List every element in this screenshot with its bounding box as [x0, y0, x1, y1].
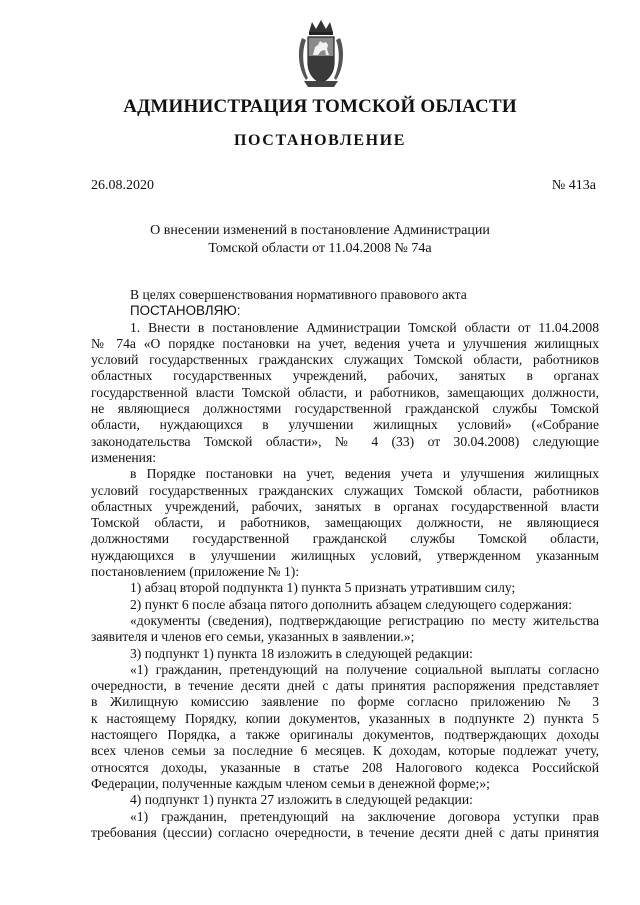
body-line: очередности, в течение десяти дней с даты принятия распоряжения представляет — [91, 678, 599, 694]
body-line: В целях совершенствования нормативного правового акта — [130, 287, 467, 302]
body-line: настоящего Порядка, а также оригиналы документов, подтверждающих доходы — [91, 727, 599, 743]
body-line: условий государственных гражданских служащих Томской области, работников — [91, 482, 599, 498]
document-body — [91, 287, 599, 841]
body-line: «1) гражданин, претендующий на заключение договора уступки прав — [130, 808, 599, 824]
body-line: всех членов семьи за последние 6 месяцев. К доходам, которые подлежат учету, — [91, 743, 599, 759]
body-line: Томской области, и работников, замещающих должности, не являющиеся — [91, 515, 599, 531]
body-line: не являющиеся должностями государственной гражданской службы Томской — [91, 401, 599, 417]
body-line: к настоящему Порядку, копии документов, указанных в подпункте 2) пункта 5 — [91, 710, 599, 726]
subject-line: О внесении изменений в постановление Администрации — [150, 223, 490, 238]
document-type-title: ПОСТАНОВЛЕНИЕ — [234, 132, 406, 149]
body-line: области, нуждающихся в улучшении жилищных условий» («Собрание — [91, 417, 599, 433]
body-line: в Жилищную комиссию заявление по форме согласно приложению № 3 — [91, 694, 599, 710]
body-line: 3) подпункт 1) пункта 18 изложить в следующей редакции: — [130, 645, 473, 661]
body-line: изменения: — [91, 449, 156, 465]
body-line: областных государственных учреждений, рабочих, занятых в органах — [91, 368, 599, 384]
body-line: «1) гражданин, претендующий на получение социальной выплаты согласно — [130, 661, 599, 677]
tomsk-region-coat-of-arms-icon — [296, 18, 346, 90]
body-line: № 74а «О порядке постановки на учет, ведения учета и улучшения жилищных — [91, 335, 599, 351]
body-line: относятся доходы, указанные в статье 208 Налогового кодекса Российской — [91, 759, 599, 775]
body-line: «документы (сведения), подтверждающие регистрацию по месту жительства — [130, 612, 599, 628]
document-date: 26.08.2020 — [91, 178, 154, 193]
body-line: законодательства Томской области», № 4 (33) от 30.04.2008) следующие — [91, 433, 599, 449]
body-line: 1) абзац второй подпункта 1) пункта 5 признать утратившим силу; — [130, 580, 516, 596]
body-line: требования (цессии) согласно очередности, в течение десяти дней с даты принятия — [91, 824, 599, 840]
body-line: 4) подпункт 1) пункта 27 изложить в следующей редакции: — [130, 792, 473, 808]
body-line: 2) пункт 6 после абзаца пятого дополнить абзацем следующего содержания: — [130, 596, 573, 612]
body-line: нуждающихся в улучшении жилищных условий, утвержденном указанным — [91, 547, 599, 563]
body-line: в Порядке постановки на учет, ведения учета и улучшения жилищных — [130, 466, 599, 482]
body-line: условий государственных гражданских служащих Томской области, работников — [91, 352, 599, 368]
document-number: № 413а — [551, 178, 596, 193]
body-line: должностями государственной гражданской службы Томской области, — [91, 531, 599, 547]
body-line: областных учреждений, рабочих, занятых в органах государственной власти — [91, 498, 599, 514]
organization-title: АДМИНИСТРАЦИЯ ТОМСКОЙ ОБЛАСТИ — [123, 96, 517, 117]
subject-line: Томской области от 11.04.2008 № 74а — [208, 241, 432, 256]
body-line: постановлением (приложение № 1): — [91, 564, 300, 580]
body-line: Федерации, полученные каждым членом семьи в денежной форме;»; — [91, 775, 490, 791]
body-line: 1. Внести в постановление Администрации Томской области от 11.04.2008 — [130, 319, 599, 335]
decree-word: ПОСТАНОВЛЯЮ: — [130, 303, 241, 319]
document-subject — [0, 222, 640, 258]
body-line: государственной власти Томской области, и работников, замещающих должности, — [91, 384, 599, 400]
body-line: заявителя и членов его семьи, указанных в заявлении.»; — [91, 629, 415, 645]
